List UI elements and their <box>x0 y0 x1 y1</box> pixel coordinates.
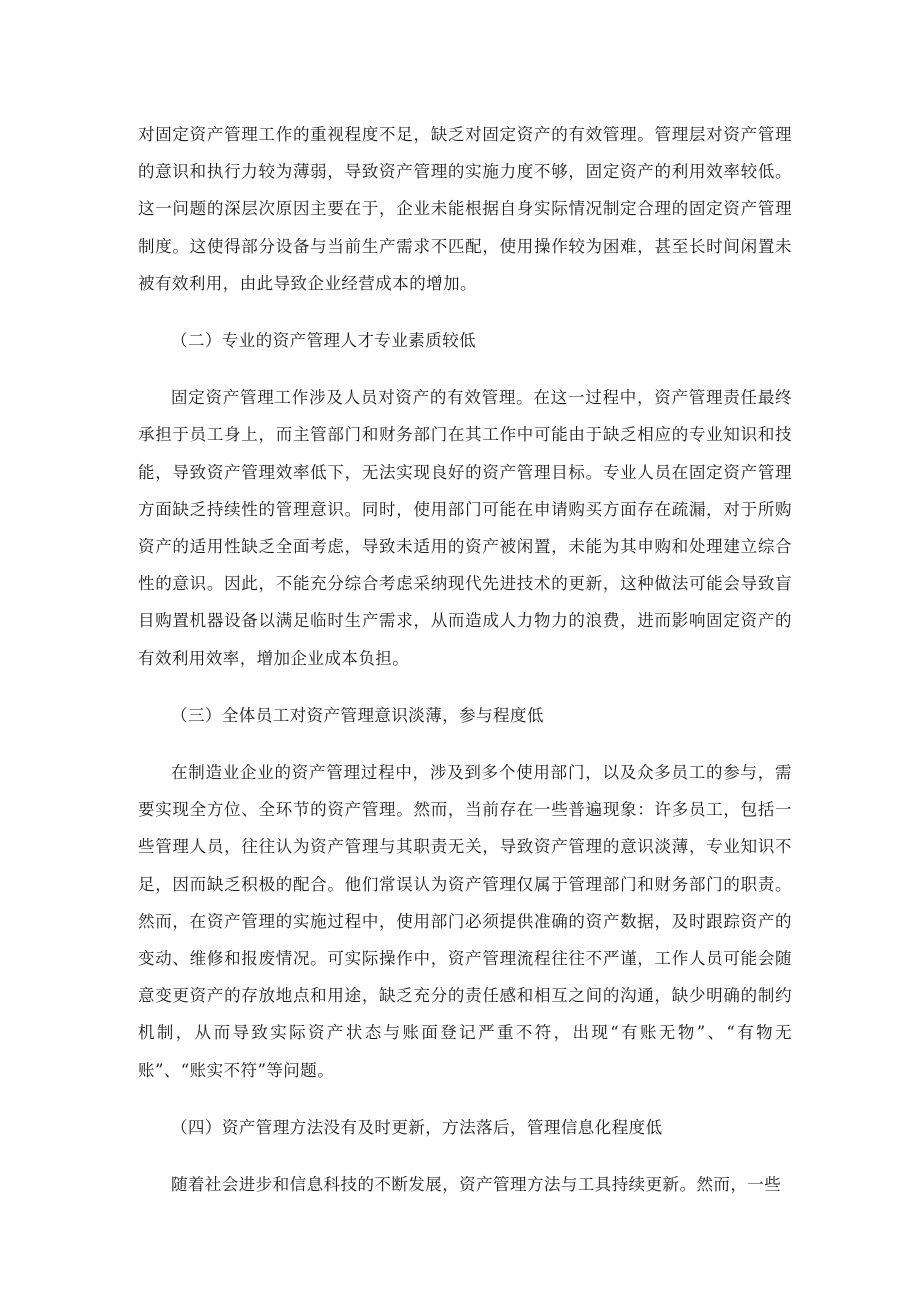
document-body <box>138 116 792 1203</box>
paragraph-section-3: 在制造业企业的资产管理过程中，涉及到多个使用部门，以及众多员工的参与，需要实现全方位、全环节的资产管理。然而，当前存在一些普遍现象：许多员工，包括一些管理人员，往往认为资产管理与其职责无关，导致资产管理的意识淡薄，专业知识不足，因而缺乏积极的配合。他们常误认为资产管理仅属于管理部门和财务部门的职责。然而，在资产管理的实施过程中，使用部门必须提供准确的资产数据，及时跟踪资产的变动、维修和报废情况。可实际操作中，资产管理流程往往不严谨，工作人员可能会随意变更资产的存放地点和用途，缺乏充分的责任感和相互之间的沟通，缺少明确的制约机制，从而导致实际资产状态与账面登记严重不符，出现“有账无物”、“有物无账”、“账实不符”等问题。 <box>138 763 792 1080</box>
section-heading-4: （四）资产管理方法没有及时更新，方法落后，管理信息化程度低 <box>171 1117 663 1137</box>
paragraph-section-2: 固定资产管理工作涉及人员对资产的有效管理。在这一过程中，资产管理责任最终承担于员工身上，而主管部门和财务部门在其工作中可能由于缺乏相应的专业知识和技能，导致资产管理效率低下，无法实现良好的资产管理目标。专业人员在固定资产管理方面缺乏持续性的管理意识。同时，使用部门可能在申请购买方面存在疏漏，对于所购资产的适用性缺乏全面考虑，导致未适用的资产被闲置，未能为其申购和处理建立综合性的意识。因此，不能充分综合考虑采纳现代先进技术的更新，这种做法可能会导致盲目购置机器设备以满足临时生产需求，从而造成人力物力的浪费，进而影响固定资产的有效利用效率，增加企业成本负担。 <box>138 388 792 668</box>
paragraph-continued: 对固定资产管理工作的重视程度不足，缺乏对固定资产的有效管理。管理层对资产管理的意识和执行力较为薄弱，导致资产管理的实施力度不够，固定资产的利用效率较低。这一问题的深层次原因主要在于，企业未能根据自身实际情况制定合理的固定资产管理制度。这使得部分设备与当前生产需求不匹配，使用操作较为困难，甚至长时间闲置未被有效利用，由此导致企业经营成本的增加。 <box>138 125 792 293</box>
section-heading-3: （三）全体员工对资产管理意识淡薄，参与程度低 <box>171 705 544 725</box>
section-heading-2: （二）专业的资产管理人才专业素质较低 <box>171 331 477 351</box>
paragraph-section-4: 随着社会进步和信息科技的不断发展，资产管理方法与工具持续更新。然而，一些 <box>171 1175 782 1195</box>
